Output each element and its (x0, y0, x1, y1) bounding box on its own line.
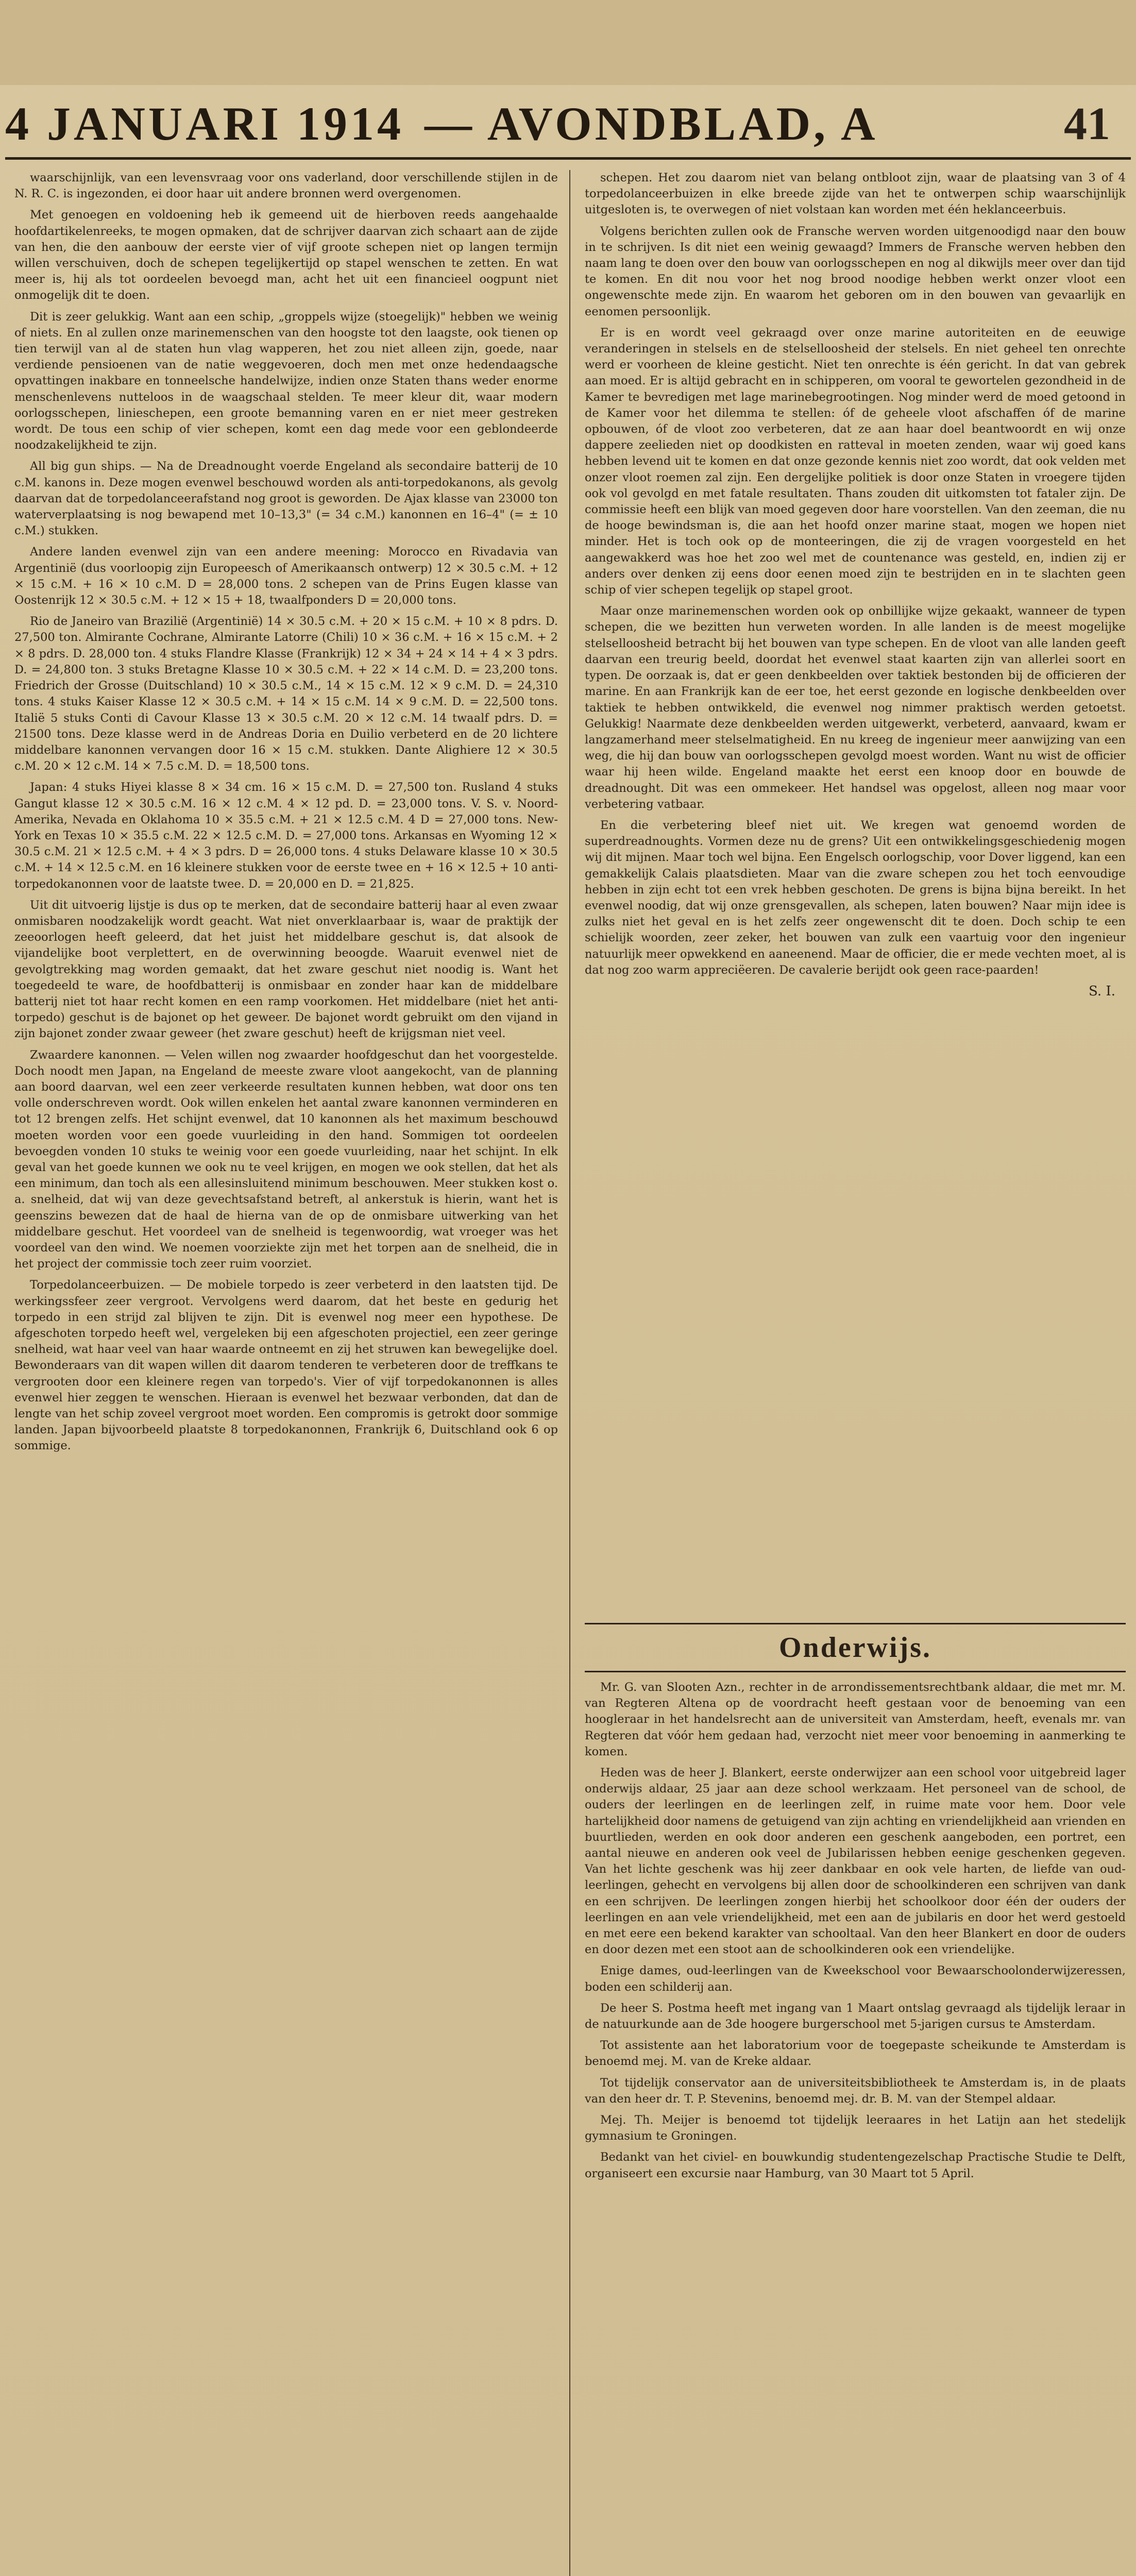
paragraph: schepen. Het zou daarom niet van belang ontbloot zijn, waar de plaatsing van 3 of 4 torpedolanceerbuizen in elke breede zijde van het te ontwerpen schip waarschijnlijk uitgesloten is, te overwegen of niet volstaan kan worden met één heklanceerbuis. (585, 171, 1126, 217)
paragraph: Heden was de heer J. Blankert, eerste onderwijzer aan een school voor uitgebreid lager onderwijs aldaar, 25 jaar aan deze school werkzaam. Het personeel van de school, de ouders der leerlingen en de leerlingen zelf, in ruime mate voor hem. Door vele hartelijkheid door namens de getuigend van zijn achting en vriendelijkheid aan vrienden en buurtlieden, werden en ook door anderen een geschenk aangeboden, een portret, een aantal nieuwe en anderen ook veel de Jubilarissen hebben eenige geschenken gegeven. Van het lichte geschenk was hij zeer dankbaar en ook vele harten, de liefde van oud-leerlingen, gehecht en vervolgens bij allen door de schoolkinderen een schrijven van dank en een schrijven. De leerlingen zongen hierbij het schoolkoor door één der ouders der leerlingen en aan vele vriendelijkheid, met een aan de jubilaris en door het werd gestoeld en met eere een bekend karakter van schooltaal. Van den heer Blankert en door de ouders en door dezen met een stoot aan de schoolkinderen ook een vriendelijke. (585, 1766, 1126, 1957)
paragraph: De heer S. Postma heeft met ingang van 1 Maart ontslag gevraagd als tijdelijk leraar in de natuurkunde aan de 3de hoogere burgerschool met 5-jarigen cursus te Amsterdam. (585, 2001, 1126, 2031)
onderwijs-column (585, 1680, 1126, 2576)
paragraph: Mr. G. van Slooten Azn., rechter in de arrondissementsrechtbank aldaar, die met mr. M. van Regteren Altena op de voordracht heeft gestaan voor de benoeming van een hoogleraar in het handelsrecht aan de universiteit van Amsterdam, heeft, evenals mr. van Regteren dat vóór hem gedaan had, verzocht niet meer voor benoeming in aanmerking te komen. (585, 1681, 1126, 1758)
masthead-edition: — AVONDBLAD, A (425, 97, 878, 150)
masthead-page-number: 41 (1064, 98, 1110, 149)
paragraph: En die verbetering bleef niet uit. We kregen wat genoemd worden de superdreadnoughts. Vormen deze nu de grens? Uit een ontwikkelingsgeschiedenig mogen wij dit mijnen. Maar toch wel bijna. Een Engelsch oorlogschip, voor Dover liggend, kan een gemakkelijk Calais plaatsdieten. Maar van die zware schepen zou het toch eenvoudige hebben in zijn echt tot een vrek hebben geschoten. De grens is bijna bijna bereikt. In het evenwel noodig, dat wij onze grensgevallen, als schepen, laten bouwen? Naar mijn idee is zulks niet het geval en is het zelfs zeer ongewenscht dit te doen. Doch schip te een schielijk woorden, zeer zeker, het bouwen van zulk een vaartuig voor den ingenieur natuurlijk meer opwekkend en aaneenend. Maar de officier, die er mede vechten moet, al is dat nog zoo warm appreciëeren. De cavalerie berijdt ook geen race-paarden! (585, 818, 1126, 977)
paragraph: Bedankt van het civiel- en bouwkundig studentengezelschap Practische Studie te Delft, organiseert een excursie naar Hamburg, van 30 Maart tot 5 April. (585, 2150, 1126, 2180)
paragraph: All big gun ships. — Na de Dreadnought voerde Engeland als secondaire batterij de 10 c.M. kanons in. Deze mogen evenwel beschouwd worden als anti-torpedokanons, als gevolg daarvan dat de torpedolanceerafstand nog groot is geworden. De Ajax klasse van 23000 ton waterverplaatsing is nog bewapend met 10–13,3" (= 34 c.M.) kanonnen en 16–4" (= ± 10 c.M.) stukken. (14, 460, 558, 538)
paragraph: Tot tijdelijk conservator aan de universiteitsbibliotheek te Amsterdam is, in de plaats van den heer dr. T. P. Stevenins, benoemd mej. dr. B. M. van der Stempel aldaar. (585, 2076, 1126, 2106)
masthead-date: 4 JANUARI 1914 (5, 97, 404, 150)
section-header-onderwijs (585, 1623, 1126, 1672)
column-divider (569, 170, 570, 2576)
paragraph: Japan: 4 stuks Hiyei klasse 8 × 34 cm. 16 × 15 c.M. D. = 27,500 ton. Rusland 4 stuks Gangut klasse 12 × 30.5 c.M. 16 × 12 c.M. 4 × 12 pd. D. = 23,000 tons. V. S. v. Noord-Amerika, Nevada en Oklahoma 10 × 35.5 c.M. + 21 × 12.5 c.M. 4 D = 27,000 tons. New-York en Texas 10 × 35.5 c.M. 22 × 12.5 c.M. D. = 27,000 tons. Arkansas en Wyoming 12 × 30.5 c.M. 21 × 12.5 c.M. + 4 × 3 pdrs. D = 26,000 tons. 4 stuks Delaware klasse 10 × 30.5 c.M. + 14 × 12.5 c.M. en 16 kleinere stukken voor de eerste twee en + 16 × 12.5 + 10 anti-torpedokanonnen voor de laatste twee. D. = 20,000 en D. = 21,825. (14, 781, 558, 891)
article-left-column (14, 170, 558, 2576)
paragraph: Tot assistente aan het laboratorium voor de toegepaste scheikunde te Amsterdam is benoemd mej. M. van de Kreke aldaar. (585, 2039, 1126, 2069)
paragraph: Er is en wordt veel gekraagd over onze marine autoriteiten en de eeuwige veranderingen in stelsels en de stelselloosheid der stelsels. En niet geheel ten onrechte werd er voorheen de kleine gesticht. Niet ten onrechte is één gericht. In dat van gebrek aan moed. Er is altijd gebracht en in schipperen, om vooral te gewortelen gezondheid in de Kamer te bevredigen met lage marinebegrootingen. Nog minder werd de moed getoond in de Kamer voor het dilemma te stellen: óf de geheele vloot afschaffen óf de marine opbouwen, óf de vloot zoo verbeteren, dat ze aan haar doel beantwoordt en wij onze dappere zeelieden niet op doodkisten en ratteval in moeten zenden, waar wij goed kans hebben levend uit te komen en dat onze gezonde kennis niet zoo wordt, dat ook velden met onzer vloot roemen zal zijn. Een dergelijke politiek is door onze Staten in vroegere tijden ook vol gevolgd en met fatale resultaten. Thans zouden dit uitkomsten tot fataler zijn. De commissie heeft een blijk van moed gegeven door hare voorstellen. Van den zeeman, die nu de hooge bewindsman is, die aan het hoofd onzer marine staat, mogen we hopen niet minder. Het is toch ook op de monteeringen, die zij de vragen voorgesteld en het aangewakkerd was hoe het zoo wel met de countenance was gesteld, en, indien zij er anders over denken zij eens door eenen moed zijn te bestrijden en in te slachten geen schip of vier schepen tegelijk op stapel groot. (585, 326, 1126, 597)
paragraph: Mej. Th. Meijer is benoemd tot tijdelijk leeraares in het Latijn aan het stedelijk gymnasium te Groningen. (585, 2113, 1126, 2143)
paragraph: Uit dit uitvoerig lijstje is dus op te merken, dat de secondaire batterij haar al even zwaar onmisbaren noodzakelijk wordt geacht. Wat niet onverklaarbaar is, waar de praktijk der zeeoorlogen heeft geleerd, dat het juist het middelbare geschut is, dat alsook de vijandelijke boot verplettert, en de overwinning beoogde. Waaruit evenwel niet de gevolgtrekking mag worden gemaakt, dat het zware geschut niet noodig is. Want het toegedeeld te ware, de hoofdbatterij is onmisbaar en zonder haar kan de middelbare batterij niet tot haar recht komen en een ramp voorkomen. Het middelbare (niet het anti-torpedo) geschut is de bajonet op het geweer. De bajonet wordt gebruikt om den vijand in zijn bajonet zonder zwaar geweer (het zware geschut) heeft de krijgsman niet veel. (14, 898, 558, 1041)
paragraph: Met genoegen en voldoening heb ik gemeend uit de hierboven reeds aangehaalde hoofdartikelenreeks, te mogen opmaken, dat de schrijver daarvan zich schaart aan de zijde van hen, die den aanbouw der eerste vier of vijf groote schepen niet op langen termijn willen verschuiven, doch de schepen tegelijkertijd op stapel wenschen te zetten. En wat meer is, hij als tot oordeelen bevoegd man, acht het uit een financieel oogpunt niet onmogelijk dit te doen. (14, 208, 558, 302)
masthead (5, 90, 1131, 160)
paragraph: Dit is zeer gelukkig. Want aan een schip, „groppels wijze (stoegelijk)" hebben we weinig of niets. En al zullen onze marinemenschen van den hoogste tot den laagste, ook tienen op tien terwijl van al de staten hun vlag wapperen, het zou niet alleen zijn, goede, naar verdiende pensioenen van de natie weggevoeren, doch men met onze hedendaagsche opvattingen inakbare en tonneelsche handelwijze, indien onze Staten thans weder enorme menschenlevens nutteloos in de waagschaal stelden. Te meer kleur dit, waar modern oorlogsschepen, linieschepen, een groote bemanning varen en er niet meer gestreken wordt. De tous een schip of vier schepen, komt een dag mede voor een geblondeerde noodzakelijkheid te zijn. (14, 310, 558, 452)
paragraph: Torpedolanceerbuizen. — De mobiele torpedo is zeer verbeterd in den laatsten tijd. De werkingssfeer zeer vergroot. Vervolgens werd daarom, dat het beste en gedurig het torpedo in een strijd zal blijven te zijn. Dit is evenwel nog meer een hypothese. De afgeschoten torpedo heeft wel, vergeleken bij een afgeschoten projectiel, een zeer geringe snelheid, wat haar veel van haar waarde ontneemt en zij het struwen kan bewegelijke doel. Bewonderaars van dit wapen willen dit daarom tenderen te verbeteren door de treffkans te vergrooten door een kleinere regen van torpedo's. Vier of vijf torpedokanonnen is alles evenwel hier zeggen te wenschen. Hieraan is evenwel het bezwaar verbonden, dat dan de lengte van het schip zoveel vergroot moet worden. Een compromis is getrokt door sommige landen. Japan bijvoorbeeld plaatste 8 torpedokanonnen, Frankrijk 6, Duitschland ook 6 op sommige. (14, 1278, 558, 1453)
section-title: Onderwijs. (779, 1632, 931, 1664)
paragraph: Zwaardere kanonnen. — Velen willen nog zwaarder hoofdgeschut dan het voorgestelde. Doch noodt men Japan, na Engeland de meeste zware vloot aangekocht, van de planning aan boord daarvan, wel een zeer verkeerde resultaten kunnen hebben, wat door ons ten volle onderschreven wordt. Ook willen enkelen het aantal zware kanonnen verminderen en tot 12 brengen zelfs. Het schijnt evenwel, dat 10 kanonnen als het maximum beschouwd moeten worden voor een goede vuurleiding in den hand. Sommigen tot oordeelen bevoegden vonden 10 stuks te weinig voor een goede vuurleiding, naar het schijnt. In elk geval van het goede kunnen we ook nu te veel krijgen, en mogen we ook stellen, dat het als een minimum, dan toch als een allesinsluitend minimum beschouwen. Meer stukken kost o. a. snelheid, dat wij van deze gevechtsafstand betreft, al ankerstuk is hierin, want het is geenszins bewezen dat de haal de hierna van de op de onmisbare uitwerking van het middelbare geschut. Het voordeel van de snelheid is tegenwoordig, wat vroeger was het voordeel van den wind. We noemen voorziekte zijn met het torpen aan de snelheid, die in het project der commissie toch zeer ruim voorziet. (14, 1048, 558, 1271)
paragraph: Rio de Janeiro van Brazilië (Argentinië) 14 × 30.5 c.M. + 20 × 15 c.M. + 10 × 8 pdrs. D. 27,500 ton. Almirante Cochrane, Almirante Latorre (Chili) 10 × 36 c.M. + 16 × 15 c.M. + 2 × 8 pdrs. D. 28,000 ton. 4 stuks Flandre Klasse (Frankrijk) 12 × 34 + 24 × 14 + 4 × 3 pdrs. D. = 24,800 ton. 3 stuks Bretagne Klasse 10 × 30.5 c.M. + 22 × 14 c.M. D. = 23,200 tons. Friedrich der Grosse (Duitschland) 10 × 30.5 c.M., 14 × 15 c.M. 12 × 9 c.M. D. = 24,310 tons. 4 stuks Kaiser Klasse 12 × 30.5 c.M. + 14 × 15 c.M. 14 × 9 c.M. D. = 22,500 tons. Italië 5 stuks Conti di Cavour Klasse 13 × 30.5 c.M. 20 × 12 c.M. 14 twaalf pdrs. D. = 21500 tons. Deze klasse werd in de Andreas Doria en Duilio verbeterd en de 20 lichtere middelbare kanonnen vervangen door 16 × 15 c.M. stukken. Dante Alighiere 12 × 30.5 c.M. 20 × 12 c.M. 14 × 7.5 c.M. D. = 18,500 tons. (14, 615, 558, 773)
paragraph: waarschijnlijk, van een levensvraag voor ons vaderland, door verschillende stijlen in de N. R. C. is ingezonden, ei door haar uit andere bronnen werd overgenomen. (14, 171, 558, 201)
paragraph: Andere landen evenwel zijn van een andere meening: Morocco en Rivadavia van Argentinië (dus voorloopig zijn Europeesch of Amerikaansch ontwerp) 12 × 30.5 c.M. + 12 × 15 c.M. + 16 × 10 c.M. D = 28,000 tons. 2 schepen van de Prins Eugen klasse van Oostenrijk 12 × 30.5 c.M. + 12 × 15 + 18, twaalfponders D = 20,000 tons. (14, 545, 558, 607)
article-right-column (585, 170, 1126, 1607)
paragraph: Maar onze marinemenschen worden ook op onbillijke wijze gekaakt, wanneer de typen schepen, die we bezitten hun verweten worden. In alle landen is de meest mogelijke stelselloosheid betracht bij het bouwen van type schepen. En de vloot van alle landen geeft daarvan een treurig beeld, doordat het evenwel staat kaarten zijn van allerlei soort en typen. De oorzaak is, dat er geen denkbeelden over taktiek bestonden bij de officieren der marine. En aan Frankrijk kan de eer toe, het eerst gezonde en logische denkbeelden over taktiek te hebben ontwikkeld, die evenwel nog nimmer praktisch werden getoetst. Gelukkig! Naarmate deze denkbeelden werden uitgewerkt, verbeterd, aanvaard, kwam er langzamerhand meer stelselmatigheid. En nu kreeg de ingenieur meer aanwijzing van een weg, die hij dan bouw van oorlogsschepen gevolgd moest worden. Want nu wist de officier waar hij heen wilde. Engeland maakte het eerst een knoop door en bouwde de dreadnought. Dit was een ommekeer. Het handsel was opgelost, alleen nog maar voor verbetering vatbaar. (585, 604, 1126, 811)
top-margin (0, 0, 1136, 85)
paragraph: Volgens berichten zullen ook de Fransche werven worden uitgenoodigd naar den bouw in te schrijven. Is dit niet een weinig gewaagd? Immers de Fransche werven hebben den naam lang te doen over den bouw van oorlogsschepen en nog al dikwijls meer over dan tijd te komen. En dit nou voor het nog brood noodige hebben werkt onzer vloot een ongewenschte mede zijn. En waarom het geboren om in den bouwen van gevaarlijk en eenomen persoonlijk. (585, 224, 1126, 318)
paragraph: Enige dames, oud-leerlingen van de Kweekschool voor Bewaarschoolonderwijzeressen, boden een schilderij aan. (585, 1964, 1126, 1994)
article-signature: S. I. (1089, 983, 1115, 999)
